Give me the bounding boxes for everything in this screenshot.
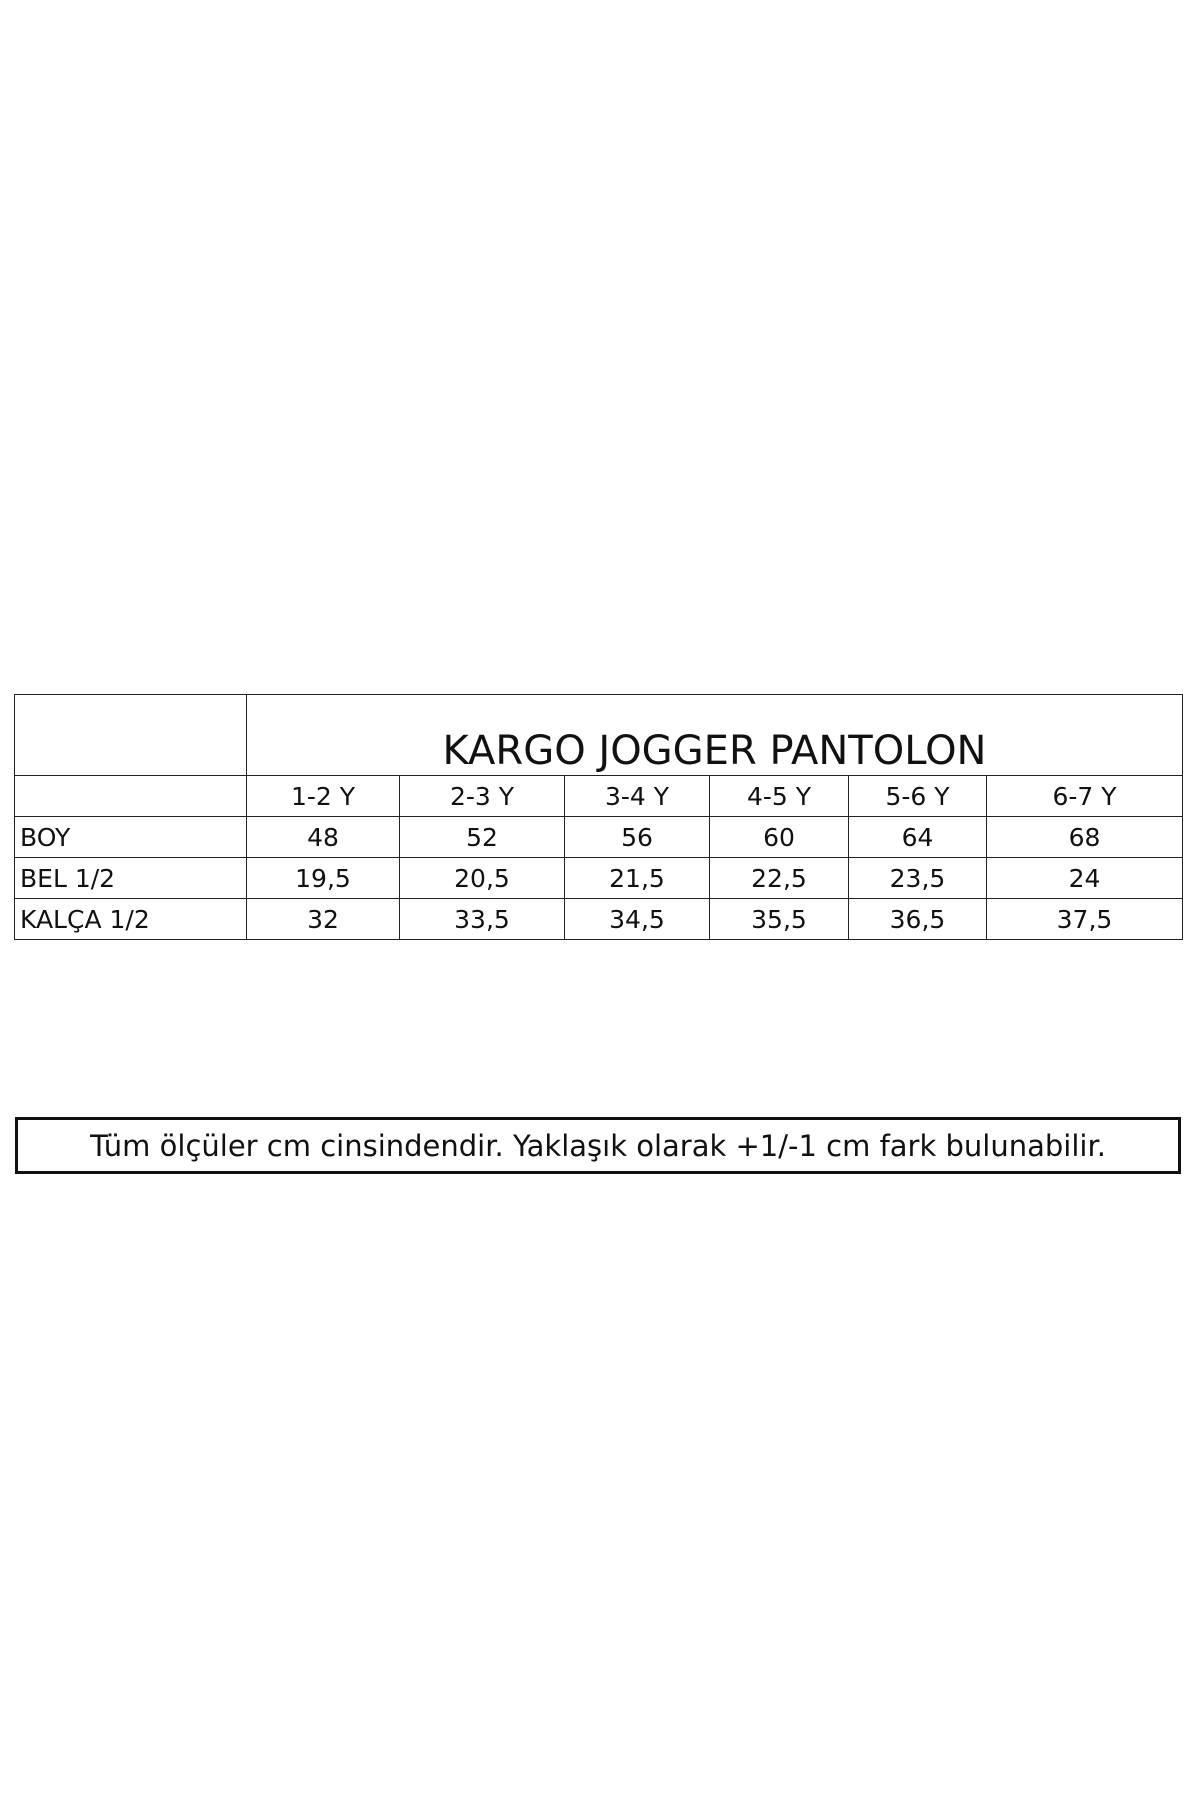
table-row [15,817,1183,858]
table-cell: 64 [849,817,987,858]
title-row [15,695,1183,776]
table-row [15,858,1183,899]
table-cell: 52 [400,817,565,858]
table-cell: 19,5 [247,858,400,899]
table-cell: 21,5 [565,858,710,899]
table-cell: 60 [710,817,849,858]
product-title: KARGO JOGGER PANTOLON [247,695,1183,776]
table-cell: 36,5 [849,899,987,940]
table-cell: 68 [987,817,1183,858]
measurement-note-box [15,1117,1181,1174]
table-cell: 35,5 [710,899,849,940]
table-cell: 23,5 [849,858,987,899]
size-header-cell: 4-5 Y [710,776,849,817]
table-cell: 37,5 [987,899,1183,940]
size-header-cell: 5-6 Y [849,776,987,817]
table-cell: 34,5 [565,899,710,940]
table-cell: 24 [987,858,1183,899]
corner-cell-sizes [15,776,247,817]
table-cell: 33,5 [400,899,565,940]
size-header-cell: 3-4 Y [565,776,710,817]
row-label: BOY [15,817,247,858]
size-header-cell: 6-7 Y [987,776,1183,817]
table-cell: 56 [565,817,710,858]
table-row [15,899,1183,940]
row-label: KALÇA 1/2 [15,899,247,940]
size-header-cell: 2-3 Y [400,776,565,817]
row-label: BEL 1/2 [15,858,247,899]
size-header-cell: 1-2 Y [247,776,400,817]
size-header-row [15,776,1183,817]
table-cell: 20,5 [400,858,565,899]
table-cell: 48 [247,817,400,858]
size-chart-table [14,694,1183,940]
table-cell: 32 [247,899,400,940]
measurement-note-text: Tüm ölçüler cm cinsindendir. Yaklaşık olarak +1/-1 cm fark bulunabilir. [90,1128,1106,1163]
corner-cell-title [15,695,247,776]
table-cell: 22,5 [710,858,849,899]
